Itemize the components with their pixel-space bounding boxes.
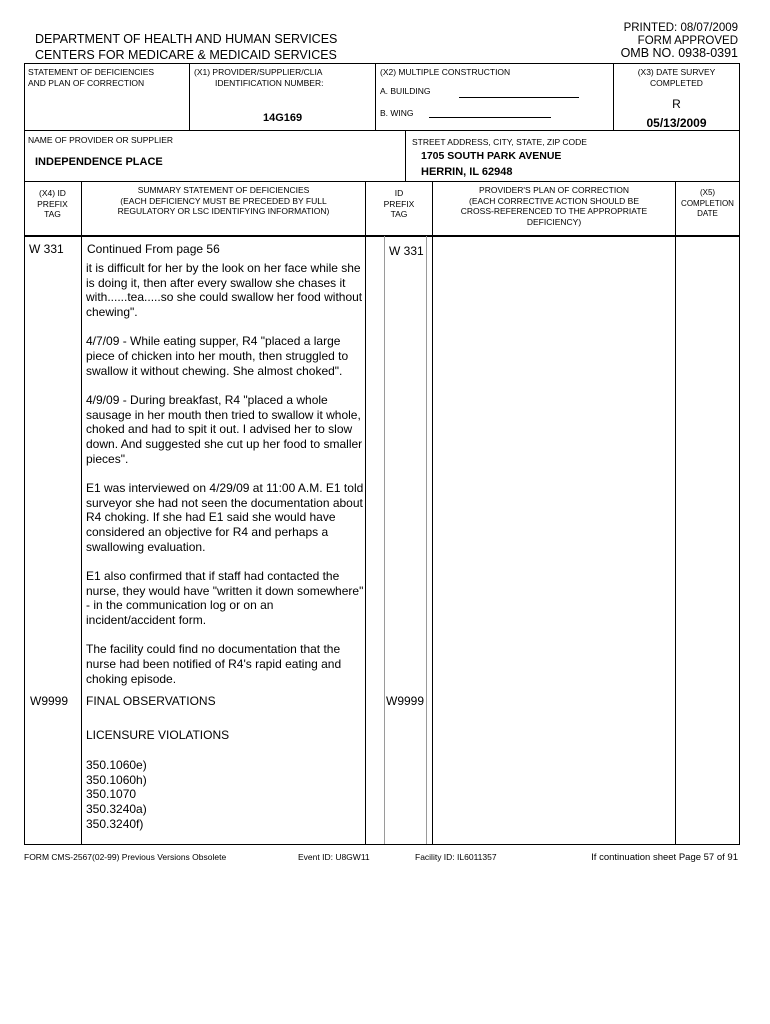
narrative-para: 4/9/09 - During breakfast, R4 "placed a whole sausage in her mouth then tried to swallow it whole, choked and had to spit it out. I advised her to slow down. And suggested she cut up her food to smaller pieces".	[86, 392, 363, 466]
tag-w331: W 331	[29, 242, 64, 256]
narrative-para: it is difficult for her by the look on her face while she is doing it, then after every swallow she chases it with......tea.....so she could swallow her food without chewing".	[86, 261, 363, 320]
building-blank	[459, 97, 579, 98]
provider-name: INDEPENDENCE PLACE	[35, 156, 163, 168]
rule	[384, 236, 385, 844]
survey-date: 05/13/2009	[646, 116, 707, 130]
rule	[24, 63, 740, 64]
statement-line2: AND PLAN OF CORRECTION	[28, 77, 145, 88]
agency-header	[35, 31, 337, 63]
plan-line3: CROSS-REFERENCED TO THE APPROPRIATE	[460, 206, 648, 216]
plan-header	[433, 185, 675, 227]
plan-line4: DEFICIENCY)	[526, 216, 582, 227]
x3-label	[614, 67, 739, 88]
centers-name: CENTERS FOR MEDICARE & MEDICAID SERVICES	[35, 48, 337, 62]
narrative-para: 4/7/09 - While eating supper, R4 "placed a large piece of chicken into her mouth, then struggled to swallow it without chewing. She almost choked".	[86, 334, 349, 378]
x1-label	[194, 67, 323, 88]
omb-number: OMB NO. 0938-0391	[620, 46, 738, 60]
final-observations: FINAL OBSERVATIONS	[86, 694, 216, 708]
form-number: FORM CMS-2567(02-99) Previous Versions Obsolete	[24, 852, 227, 862]
rule	[24, 181, 740, 182]
plan-line2: (EACH CORRECTIVE ACTION SHOULD BE	[468, 195, 640, 206]
rule	[365, 181, 366, 844]
x4-line2: PREFIX	[37, 198, 68, 209]
x5-header	[676, 188, 739, 220]
id-line2: PREFIX	[383, 198, 415, 209]
x5-line2: COMPLETION	[681, 198, 734, 208]
wing-blank	[429, 117, 551, 118]
narrative-para: E1 was interviewed on 4/29/09 at 11:00 A.M. E1 told surveyor she had not seen the documentation about R4 choking. If she had E1 said she would have considered an objective for R4 and perhaps a swallowing evaluation.	[86, 480, 364, 554]
department-name: DEPARTMENT OF HEALTH AND HUMAN SERVICES	[35, 32, 338, 46]
form-approved: FORM APPROVED	[637, 34, 738, 47]
id-header	[366, 188, 432, 220]
rule	[81, 181, 82, 844]
address-label: STREET ADDRESS, CITY, STATE, ZIP CODE	[412, 137, 587, 147]
x5-line3: DATE	[697, 209, 718, 218]
rule	[189, 63, 190, 130]
violation-code: 350.3240a)	[86, 802, 147, 817]
id-line3: TAG	[390, 209, 408, 219]
rule	[24, 844, 740, 845]
building-label: A. BUILDING	[380, 86, 431, 96]
rule	[426, 236, 427, 844]
rule	[24, 63, 25, 845]
tag-w9999: W9999	[30, 694, 69, 708]
summary-header	[82, 185, 365, 217]
printed-date: PRINTED: 08/07/2009	[623, 22, 738, 34]
city-state-zip: HERRIN, IL 62948	[421, 166, 513, 178]
x4-header	[24, 188, 81, 220]
summary-line3: REGULATORY OR LSC IDENTIFYING INFORMATION)	[117, 206, 330, 216]
x1-line2: IDENTIFICATION NUMBER:	[215, 77, 324, 88]
provider-name-label: NAME OF PROVIDER OR SUPPLIER	[28, 135, 173, 145]
survey-code: R	[672, 97, 681, 111]
rule	[675, 181, 676, 844]
x5-line1: (X5)	[699, 188, 716, 197]
x2-label: (X2) MULTIPLE CONSTRUCTION	[380, 67, 511, 77]
wing-label: B. WING	[380, 108, 414, 118]
x4-line3: TAG	[44, 209, 61, 219]
licensure-violations: LICENSURE VIOLATIONS	[86, 728, 230, 742]
form-meta	[621, 22, 738, 60]
rule	[432, 181, 433, 844]
x3-line2: COMPLETED	[650, 77, 703, 88]
statement-line1: STATEMENT OF DEFICIENCIES	[28, 67, 155, 77]
x3-line1: (X3) DATE SURVEY	[637, 67, 716, 77]
rule	[405, 130, 406, 181]
rule	[24, 130, 740, 131]
statement-label	[28, 67, 154, 88]
event-id: Event ID: U8GW11	[298, 852, 370, 862]
continued-from: Continued From page 56	[87, 242, 220, 256]
page-indicator: If continuation sheet Page 57 of 91	[591, 852, 738, 863]
id-line1: ID	[394, 188, 404, 198]
plan-line1: PROVIDER'S PLAN OF CORRECTION	[479, 185, 629, 195]
rule	[24, 235, 740, 237]
x1-line1: (X1) PROVIDER/SUPPLIER/CLIA	[194, 67, 323, 77]
violation-code: 350.3240f)	[86, 816, 144, 831]
narrative-para: E1 also confirmed that if staff had contacted the nurse, they would have "written it down somewhere" - in the communication log or on an incident/accident form.	[86, 568, 364, 628]
tag-w331-right: W 331	[389, 244, 424, 258]
narrative-para: The facility could find no documentation that the nurse had been notified of R4's rapid eating and choking episode.	[86, 642, 342, 686]
provider-id: 14G169	[263, 112, 303, 124]
violation-code: 350.1060e)	[86, 758, 147, 772]
deficiency-narrative	[86, 261, 364, 686]
violation-code: 350.1070	[86, 787, 137, 802]
x4-line1: (X4) ID	[39, 188, 66, 198]
violation-codes	[86, 758, 147, 832]
street-address: 1705 SOUTH PARK AVENUE	[421, 150, 562, 162]
rule	[739, 63, 740, 845]
summary-line1: SUMMARY STATEMENT OF DEFICIENCIES	[137, 185, 310, 195]
rule	[375, 63, 376, 130]
summary-line2: (EACH DEFICIENCY MUST BE PRECEDED BY FULL	[120, 195, 327, 206]
violation-code: 350.1060h)	[86, 772, 147, 787]
tag-w9999-right: W9999	[386, 694, 425, 708]
facility-id: Facility ID: IL6011357	[415, 852, 497, 862]
